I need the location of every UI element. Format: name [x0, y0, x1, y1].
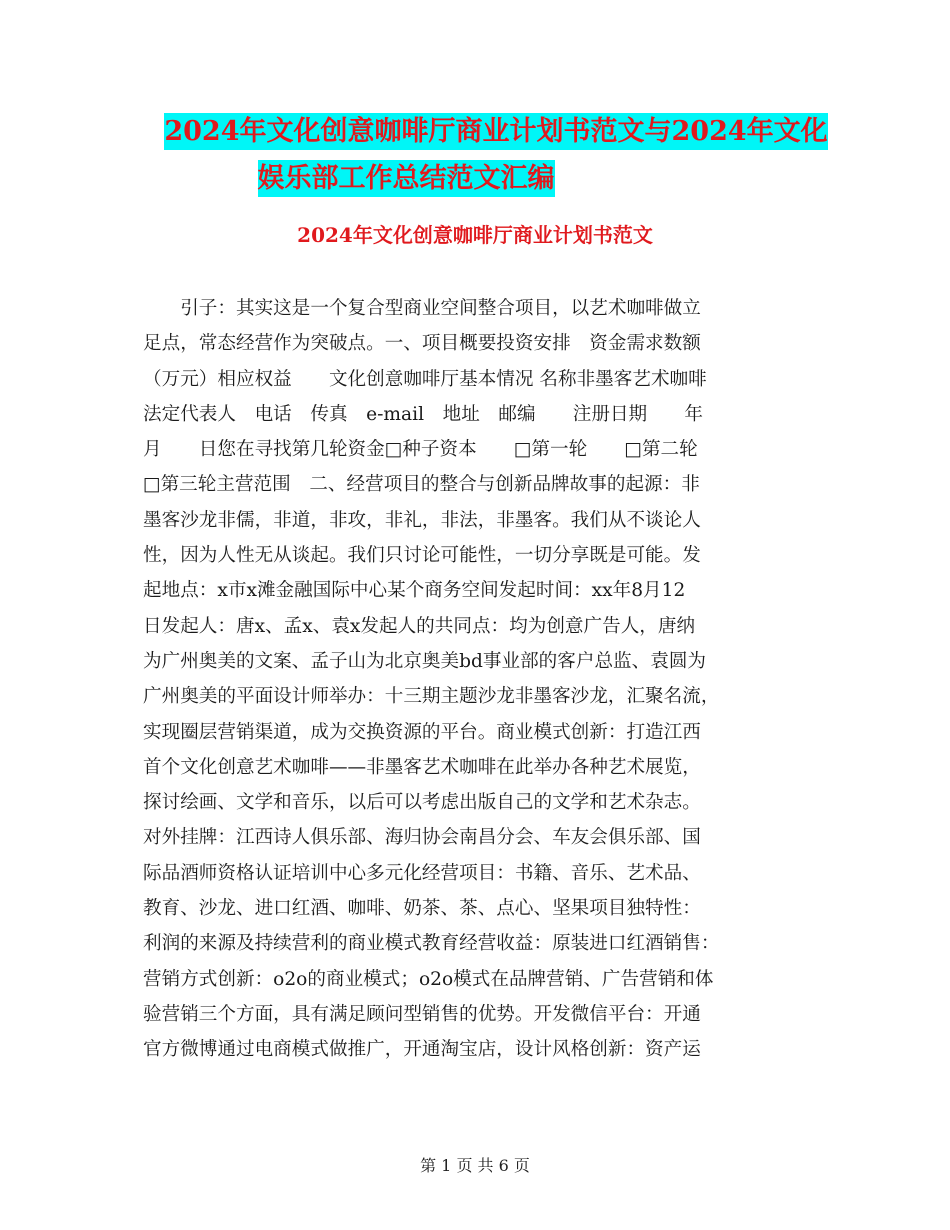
body-line: 为广州奥美的文案、孟子山为北京奥美bd事业部的客户总监、袁圆为	[143, 650, 707, 672]
body-line: 利润的来源及持续营利的商业模式教育经营收益：原装进口红酒销售：	[143, 933, 720, 955]
body-paragraph	[143, 291, 803, 1068]
document-title-line-1	[0, 108, 950, 155]
body-line: 验营销三个方面，具有满足顾问型销售的优势。开发微信平台：开通	[143, 1003, 701, 1025]
body-line: 教育、沙龙、进口红酒、咖啡、奶茶、茶、点心、坚果项目独特性：	[143, 898, 701, 920]
body-line: 日发起人：唐x、孟x、袁x发起人的共同点：均为创意广告人，唐纳	[143, 615, 696, 637]
body-line: 广州奥美的平面设计师举办：十三期主题沙龙非墨客沙龙，汇聚名流，	[143, 686, 720, 708]
body-line: 首个文化创意艺术咖啡——非墨客艺术咖啡在此举办各种艺术展览，	[143, 756, 701, 778]
body-line: 实现圈层营销渠道，成为交换资源的平台。商业模式创新：打造江西	[143, 721, 701, 743]
body-line: 营销方式创新：o2o的商业模式；o2o模式在品牌营销、广告营销和体	[143, 968, 714, 990]
document-title-line-2	[0, 155, 950, 202]
body-line: 性，因为人性无从谈起。我们只讨论可能性，一切分享既是可能。发	[143, 545, 701, 567]
body-line: （万元）相应权益 文化创意咖啡厅基本情况 名称非墨客艺术咖啡	[143, 368, 707, 390]
page-footer: 第 1 页 共 6 页	[420, 1156, 530, 1175]
title-highlight: 2024年文化创意咖啡厅商业计划书范文与2024年文化	[164, 113, 827, 150]
body-line: □第三轮主营范围 二、经营项目的整合与创新品牌故事的起源：非	[143, 474, 700, 496]
body-line: 起地点：x市x滩金融国际中心某个商务空间发起时间：xx年8月12	[143, 580, 686, 602]
body-line: 法定代表人 电话 传真 e-mail 地址 邮编 注册日期 年	[143, 403, 703, 425]
body-line: 月 日您在寻找第几轮资金□种子资本 □第一轮 □第二轮	[143, 439, 698, 461]
title-highlight: 娱乐部工作总结范文汇编	[258, 160, 555, 197]
body-line: 官方微博通过电商模式做推广，开通淘宝店，设计风格创新：资产运	[143, 1039, 701, 1061]
body-line: 引子：其实这是一个复合型商业空间整合项目，以艺术咖啡做立	[143, 298, 701, 319]
body-line: 探讨绘画、文学和音乐，以后可以考虑出版自己的文学和艺术杂志。	[143, 792, 701, 814]
body-line: 足点，常态经营作为突破点。一、项目概要投资安排 资金需求数额	[143, 333, 701, 355]
body-line: 际品酒师资格认证培训中心多元化经营项目：书籍、音乐、艺术品、	[143, 862, 701, 884]
document-title	[0, 108, 950, 202]
section-title: 2024年文化创意咖啡厅商业计划书范文	[297, 223, 653, 247]
body-line: 墨客沙龙非儒，非道，非攻，非礼，非法，非墨客。我们从不谈论人	[143, 509, 701, 531]
body-line: 对外挂牌：江西诗人俱乐部、海归协会南昌分会、车友会俱乐部、国	[143, 827, 701, 849]
